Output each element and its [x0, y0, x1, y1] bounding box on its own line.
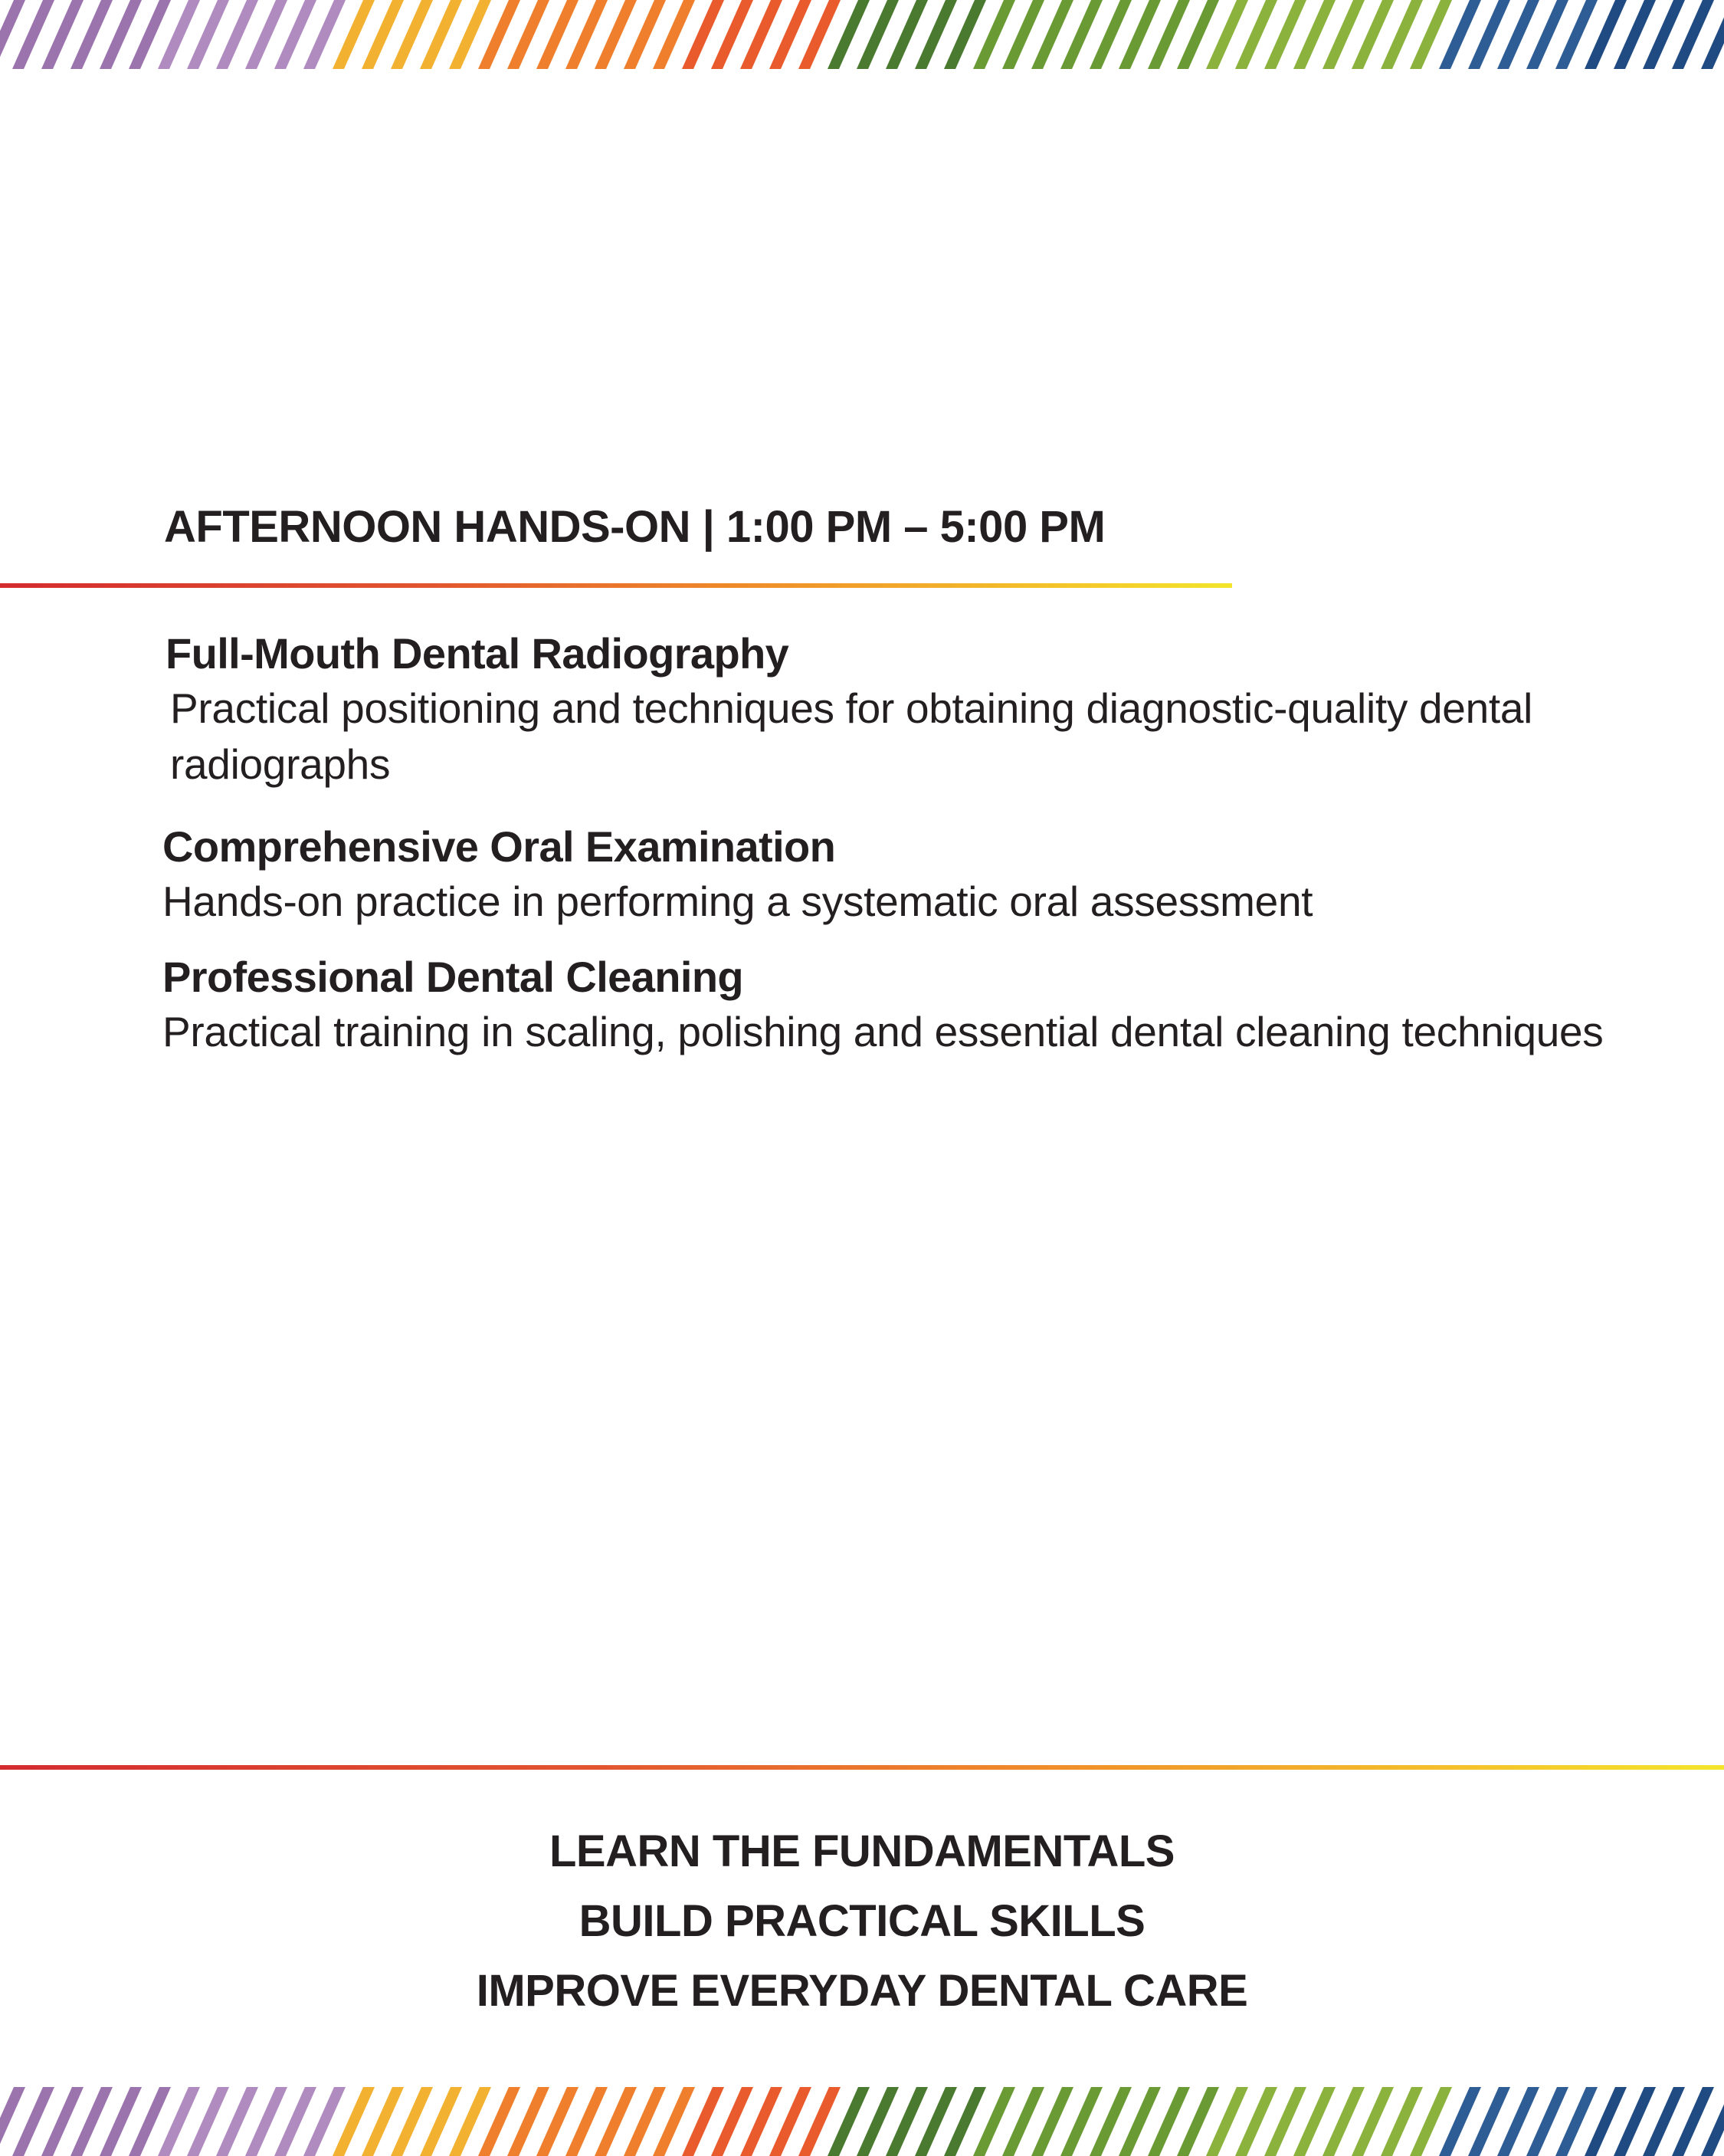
top-stripe-border: [0, 0, 1724, 69]
topic-description: Practical training in scaling, polishing and essential dental cleaning techniques: [162, 1008, 1604, 1055]
tagline-list: [0, 1816, 1724, 2026]
topic-title: Full-Mouth Dental Radiography: [166, 629, 789, 678]
topic-description: Hands-on practice in performing a systematic oral assessment: [162, 878, 1313, 925]
title-gradient-divider: [0, 583, 1232, 588]
topic-description: Practical positioning and techniques for obtaining diagnostic-quality dental radiographs: [170, 684, 1533, 788]
tagline: IMPROVE EVERYDAY DENTAL CARE: [476, 1966, 1248, 2016]
session-title: AFTERNOON HANDS-ON | 1:00 PM – 5:00 PM: [164, 502, 1106, 552]
footer-gradient-divider: [0, 1765, 1724, 1770]
topic-oral-examination: [162, 820, 1618, 930]
topic-radiography: [166, 627, 1626, 793]
bottom-stripe-border: [0, 2087, 1724, 2156]
topic-title: Professional Dental Cleaning: [162, 953, 744, 1001]
topic-title: Comprehensive Oral Examination: [162, 822, 836, 871]
tagline: BUILD PRACTICAL SKILLS: [578, 1896, 1146, 1946]
topic-dental-cleaning: [162, 950, 1618, 1060]
tagline: LEARN THE FUNDAMENTALS: [549, 1826, 1175, 1876]
